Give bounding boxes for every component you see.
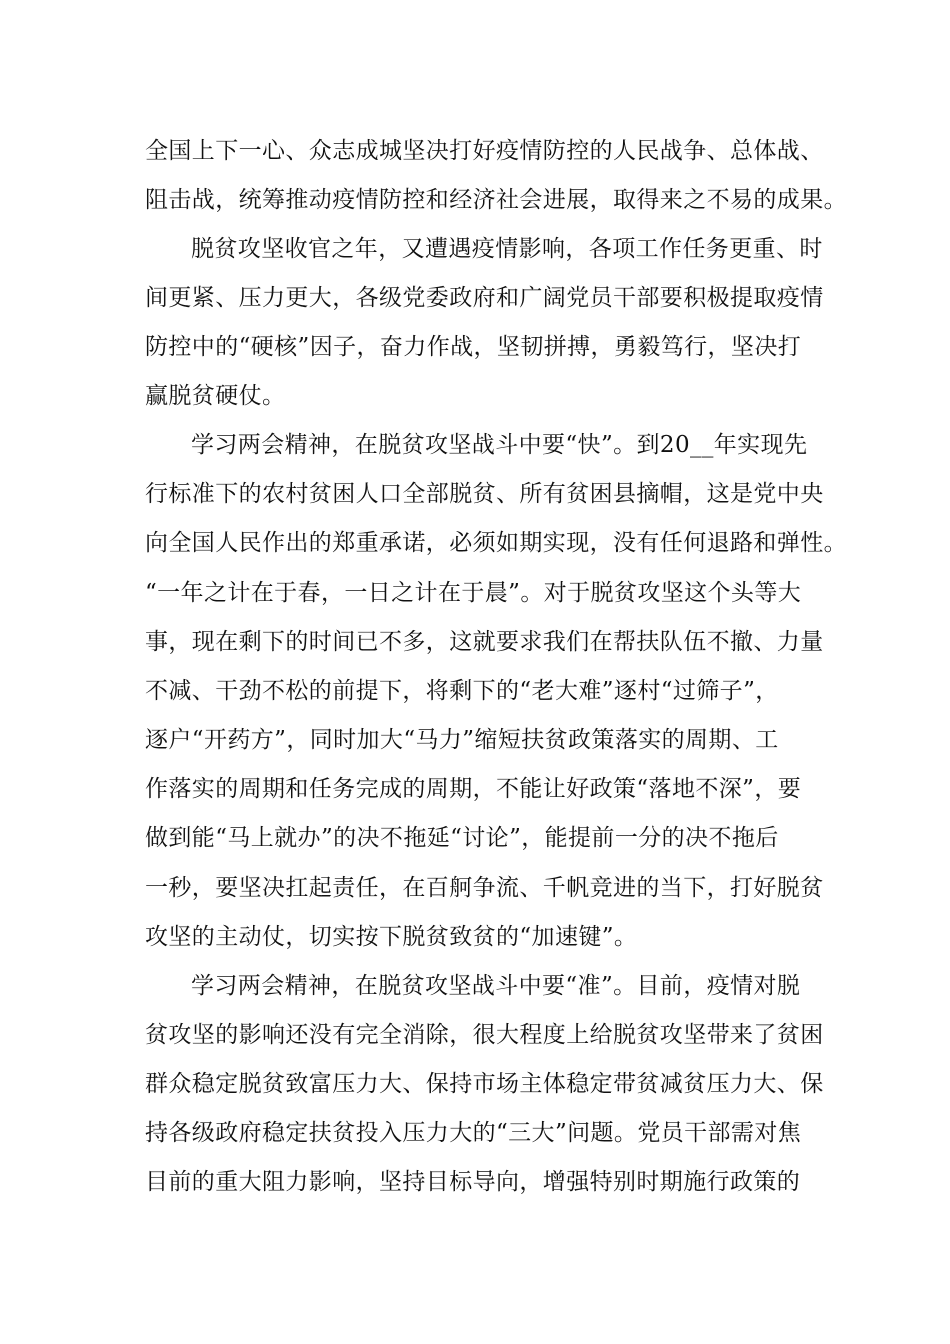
text-line: 作落实的周期和任务完成的周期，不能让好政策“落地不深”，要 xyxy=(145,776,802,802)
text-line: 逐户“开药方”，同时加大“马力”缩短扶贫政策落实的周期、工 xyxy=(145,727,779,753)
paragraph-start-line: 学习两会精神，在脱贫攻坚战斗中要“准”。目前，疫情对脱 xyxy=(191,973,801,999)
text-line: 全国上下一心、众志成城坚决打好疫情防控的人民战争、总体战、 xyxy=(145,138,824,164)
text-line: 事，现在剩下的时间已不多，这就要求我们在帮扶队伍不撤、力量 xyxy=(145,629,824,655)
text-line: 做到能“马上就办”的决不拖延“讨论”，能提前一分的决不拖后 xyxy=(145,825,779,851)
text-line: 持各级政府稳定扶贫投入压力大的“三大”问题。党员干部需对焦 xyxy=(145,1120,802,1146)
text-line: 向全国人民作出的郑重承诺，必须如期实现，没有任何退路和弹性。 xyxy=(145,530,847,556)
text-line: 不减、干劲不松的前提下，将剩下的“老大难”逐村“过筛子”， xyxy=(145,678,779,704)
text-line: 赢脱贫硬仗。 xyxy=(145,383,286,409)
text-line: 防控中的“硬核”因子，奋力作战，坚韧拼搏，勇毅笃行，坚决打 xyxy=(145,334,802,360)
paragraph-start-line: 脱贫攻坚收官之年，又遭遇疫情影响，各项工作任务更重、时 xyxy=(191,236,823,262)
text-line: 阻击战，统筹推动疫情防控和经济社会进展，取得来之不易的成果。 xyxy=(145,187,847,213)
paragraph-start-line: 学习两会精神，在脱贫攻坚战斗中要“快”。到20__年实现先 xyxy=(191,432,808,458)
text-line: “一年之计在于春，一日之计在于晨”。对于脱贫攻坚这个头等大 xyxy=(145,580,802,606)
text-line: 间更紧、压力更大，各级党委政府和广阔党员干部要积极提取疫情 xyxy=(145,285,824,311)
text-line: 贫攻坚的影响还没有完全消除，很大程度上给脱贫攻坚带来了贫困 xyxy=(145,1022,824,1048)
text-line: 一秒，要坚决扛起责任，在百舸争流、千帆竞进的当下，打好脱贫 xyxy=(145,875,824,901)
text-line: 行标准下的农村贫困人口全部脱贫、所有贫困县摘帽，这是党中央 xyxy=(145,481,824,507)
text-line: 目前的重大阻力影响，坚持目标导向，增强特别时期施行政策的 xyxy=(145,1169,801,1195)
text-line: 群众稳定脱贫致富压力大、保持市场主体稳定带贫减贫压力大、保 xyxy=(145,1071,824,1097)
text-line: 攻坚的主动仗，切实按下脱贫致贫的“加速键”。 xyxy=(145,924,638,950)
